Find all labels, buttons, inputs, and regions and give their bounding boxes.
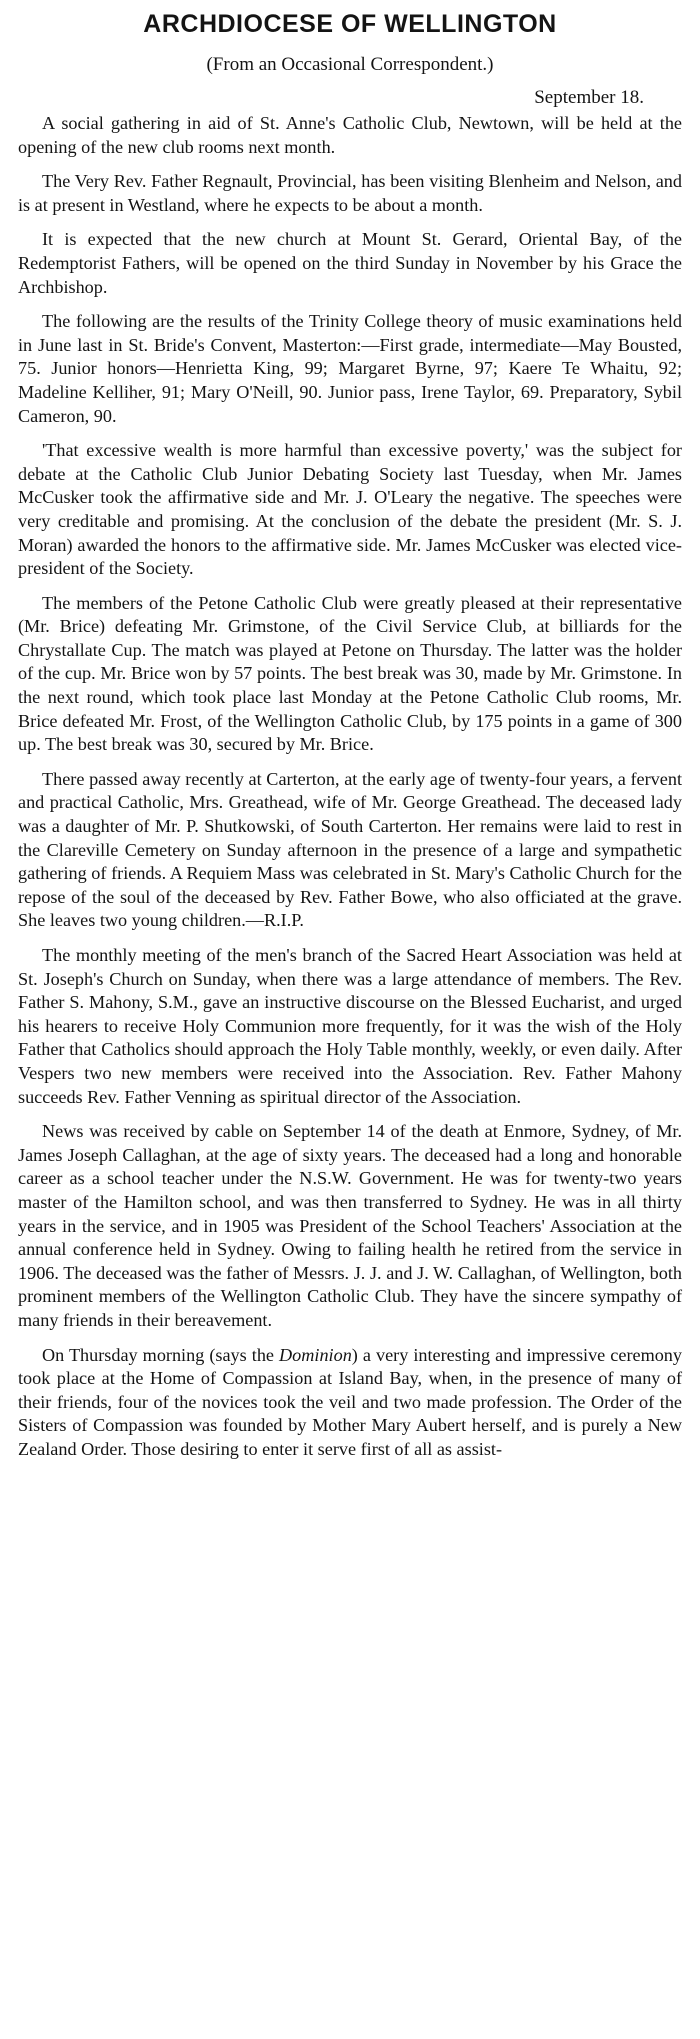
subhead: (From an Occasional Correspondent.) bbox=[206, 54, 494, 75]
headline: ARCHDIOCESE OF WELLINGTON bbox=[143, 10, 557, 38]
paragraph: The monthly meeting of the men's branch of the Sacred Heart Association was held at St. Joseph's Church on Sunday, when there was a large attendance of members. The Rev. Father S. Mahony, S.M., gave an instructive discourse on the Blessed Eucharist, and urged his hearers to receive Holy Communion more frequently, for it was the wish of the Holy Father that Catholics should approach the Holy Table monthly, weekly, or even daily. After Vespers two new members were received into the Association. Rev. Father Mahony succeeds Rev. Father Venning as spiritual director of the Association. bbox=[18, 945, 682, 1107]
paragraph: There passed away recently at Carterton, at the early age of twenty-four years, a fervent and practical Catholic, Mrs. Greathead, wife of Mr. George Greathead. The deceased lady was a daughter of Mr. P. Shutkowski, of South Carterton. Her remains were laid to rest in the Clareville Cemetery on Sunday afternoon in the presence of a large and sympathetic gathering of friends. A Requiem Mass was celebrated in St. Mary's Catholic Church for the repose of the soul of the deceased by Rev. Father Bowe, who also officiated at the grave. She leaves two young children.—R.I.P. bbox=[18, 768, 682, 931]
paragraph: 'That excessive wealth is more harmful than excessive poverty,' was the subject for debate at the Catholic Club Junior Debating Society last Tuesday, when Mr. James McCusker took the affirmative side and Mr. J. O'Leary the negative. The speeches were very creditable and promising. At the conclusion of the debate the president (Mr. S. J. Moran) awarded the honors to the affirmative side. Mr. James McCusker was elected vice-president of the Society. bbox=[18, 440, 682, 579]
paragraph: It is expected that the new church at Mount St. Gerard, Oriental Bay, of the Redemptorist Fathers, will be opened on the third Sunday in November by his Grace the Archbishop. bbox=[18, 229, 682, 297]
publication-name: Dominion bbox=[279, 1344, 352, 1365]
paragraph: The following are the results of the Trinity College theory of music examinations held in June last in St. Bride's Convent, Masterton:—First grade, intermediate—May Bousted, 75. Junior honors—Henrietta King, 99; Margaret Byrne, 97; Kaere Te Whaitu, 92; Madeline Kelliher, 91; Mary O'Neill, 90. Junior pass, Irene Taylor, 69. Preparatory, Sybil Cameron, 90. bbox=[18, 311, 682, 426]
paragraph: A social gathering in aid of St. Anne's Catholic Club, Newtown, will be held at the opening of the new club rooms next month. bbox=[18, 113, 682, 157]
paragraph: The members of the Petone Catholic Club were greatly pleased at their representative (Mr. Brice) defeating Mr. Grimstone, of the Civil Service Club, at billiards for the Chrystallate Cup. The match was played at Petone on Thursday. The latter was the holder of the cup. Mr. Brice won by 57 points. The best break was 30, made by Mr. Grimstone. In the next round, which took place last Monday at the Petone Catholic Club rooms, Mr. Brice defeated Mr. Frost, of the Wellington Catholic Club, by 175 points in a game of 300 up. The best break was 30, secured by Mr. Brice. bbox=[18, 592, 682, 755]
paragraph-last-after: ) a very interesting and impressive ceremony took place at the Home of Compassion at Island Bay, when, in the presence of many of their friends, four of the novices took the veil and two made profession. The Order of the Sisters of Compassion was founded by Mother Mary Aubert herself, and is purely a New Zealand Order. Those desiring to enter it serve first of all as assist- bbox=[18, 1344, 682, 1459]
paragraph-last-before: On Thursday morning (says the bbox=[42, 1344, 280, 1365]
paragraph-last bbox=[18, 1344, 682, 1462]
paragraph: News was received by cable on September 14 of the death at Enmore, Sydney, of Mr. James Joseph Callaghan, at the age of sixty years. The deceased had a long and honorable career as a school teacher under the N.S.W. Government. He was for twenty-two years master of the Hamilton school, and was then transferred to Sydney. He was in all thirty years in the service, and in 1905 was President of the School Teachers' Association at the annual conference held in Sydney. Owing to failing health he retired from the service in 1906. The deceased was the father of Messrs. J. J. and J. W. Callaghan, of Wellington, both prominent members of the Wellington Catholic Club. They have the sincere sympathy of many friends in their bereavement. bbox=[18, 1121, 682, 1330]
paragraph: The Very Rev. Father Regnault, Provincial, has been visiting Blenheim and Nelson, and is at present in Westland, where he expects to be about a month. bbox=[18, 171, 682, 215]
dateline: September 18. bbox=[534, 87, 644, 108]
article-body bbox=[18, 112, 682, 1461]
